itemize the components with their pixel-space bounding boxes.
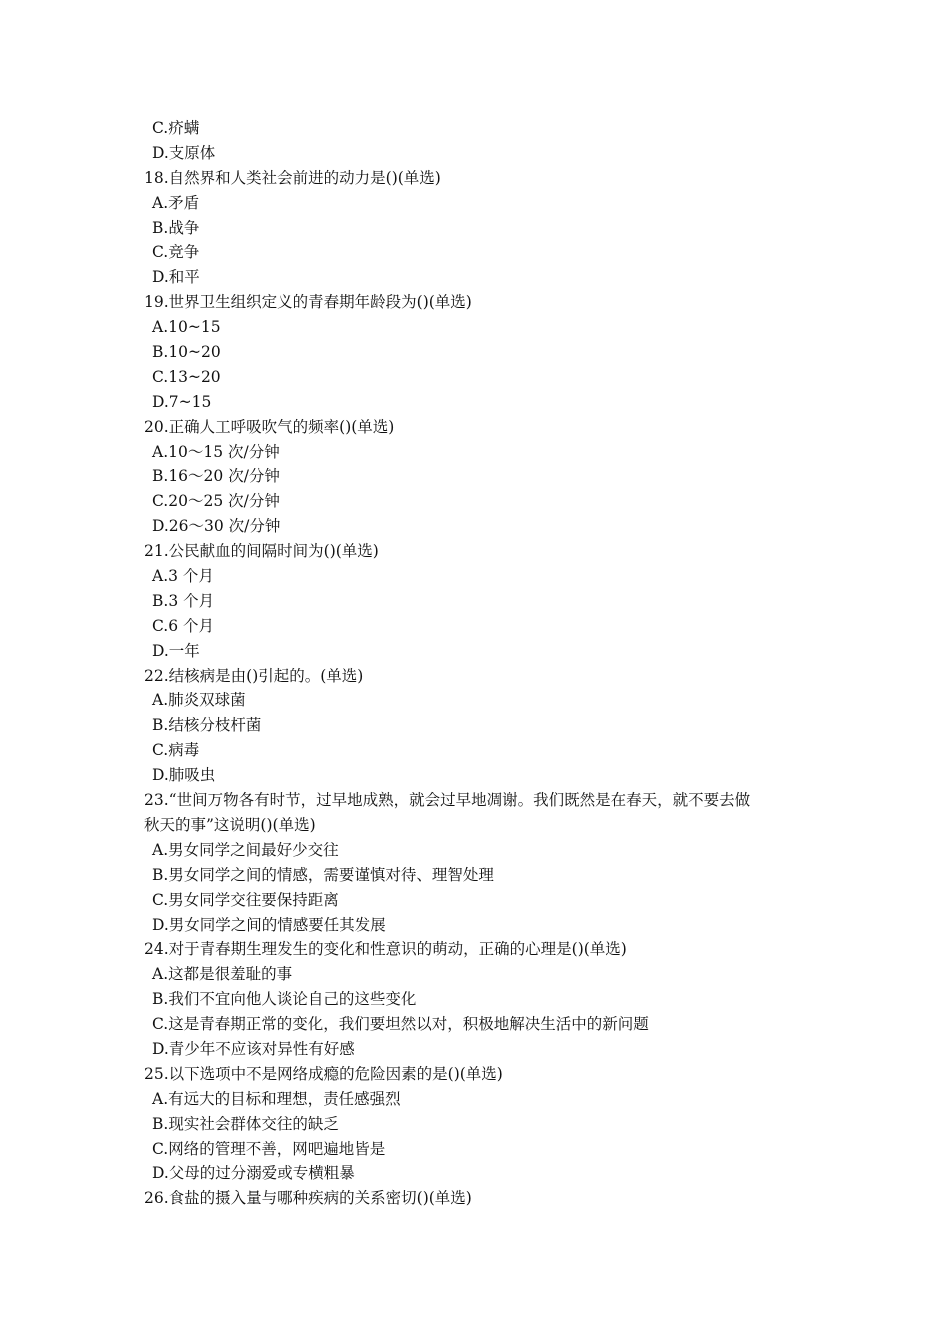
question-line-continued: 秋天的事”这说明()(单选) <box>144 815 316 834</box>
option-line: D.7~15 <box>152 392 212 411</box>
question-list <box>0 116 950 1211</box>
option-line: D.肺吸虫 <box>152 766 216 785</box>
option-line: A.这都是很羞耻的事 <box>152 965 293 984</box>
option-line: C.网络的管理不善，网吧遍地皆是 <box>152 1139 386 1158</box>
question-line: 18.自然界和人类社会前进的动力是()(单选) <box>144 168 441 187</box>
option-line: C.病毒 <box>152 741 200 760</box>
question-line: 21.公民献血的间隔时间为()(单选) <box>144 542 379 561</box>
option-line: C.20～25 次/分钟 <box>152 492 280 511</box>
question-line: 26.食盐的摄入量与哪种疾病的关系密切()(单选) <box>144 1189 472 1208</box>
option-line: A.男女同学之间最好少交往 <box>152 840 339 859</box>
option-line: C.疥螨 <box>152 119 200 137</box>
option-line: A.3 个月 <box>152 567 214 586</box>
option-line: B.男女同学之间的情感，需要谨慎对待、理智处理 <box>152 865 494 884</box>
option-line: B.结核分枝杆菌 <box>152 716 262 735</box>
option-line: D.和平 <box>152 268 200 287</box>
option-line: A.10~15 <box>152 318 221 337</box>
question-line: 24.对于青春期生理发生的变化和性意识的萌动，正确的心理是()(单选) <box>144 940 627 959</box>
option-line: B.3 个月 <box>152 591 215 610</box>
option-line: D.青少年不应该对异性有好感 <box>152 1039 355 1058</box>
option-line: B.我们不宜向他人谈论自己的这些变化 <box>152 990 417 1009</box>
option-line: B.现实社会群体交往的缺乏 <box>152 1114 339 1133</box>
option-line: C.这是青春期正常的变化，我们要坦然以对，积极地解决生活中的新问题 <box>152 1015 649 1034</box>
option-line: A.10～15 次/分钟 <box>152 442 280 461</box>
option-line: C.6 个月 <box>152 616 215 635</box>
option-line: B.战争 <box>152 218 200 237</box>
option-line: D.26～30 次/分钟 <box>152 517 281 536</box>
option-line: D.男女同学之间的情感要任其发展 <box>152 915 386 934</box>
question-line: 23.“世间万物各有时节，过早地成熟，就会过早地凋谢。我们既然是在春天，就不要去做 <box>144 791 751 810</box>
option-line: D.支原体 <box>152 143 216 162</box>
option-line: C.男女同学交往要保持距离 <box>152 890 339 909</box>
option-line: C.竞争 <box>152 243 200 262</box>
option-line: B.10~20 <box>152 343 221 362</box>
question-line: 25.以下选项中不是网络成瘾的危险因素的是()(单选) <box>144 1064 503 1083</box>
option-line: D.一年 <box>152 641 200 660</box>
question-line: 20.正确人工呼吸吹气的频率()(单选) <box>144 417 395 436</box>
question-line: 19.世界卫生组织定义的青春期年龄段为()(单选) <box>144 293 472 312</box>
option-line: C.13~20 <box>152 367 221 386</box>
option-line: D.父母的过分溺爱或专横粗暴 <box>152 1164 355 1183</box>
option-line: B.16～20 次/分钟 <box>152 467 280 486</box>
option-line: A.矛盾 <box>152 193 200 212</box>
option-line: A.有远大的目标和理想，责任感强烈 <box>152 1089 401 1108</box>
option-line: A.肺炎双球菌 <box>152 691 246 710</box>
question-line: 22.结核病是由()引起的。(单选) <box>144 666 364 685</box>
